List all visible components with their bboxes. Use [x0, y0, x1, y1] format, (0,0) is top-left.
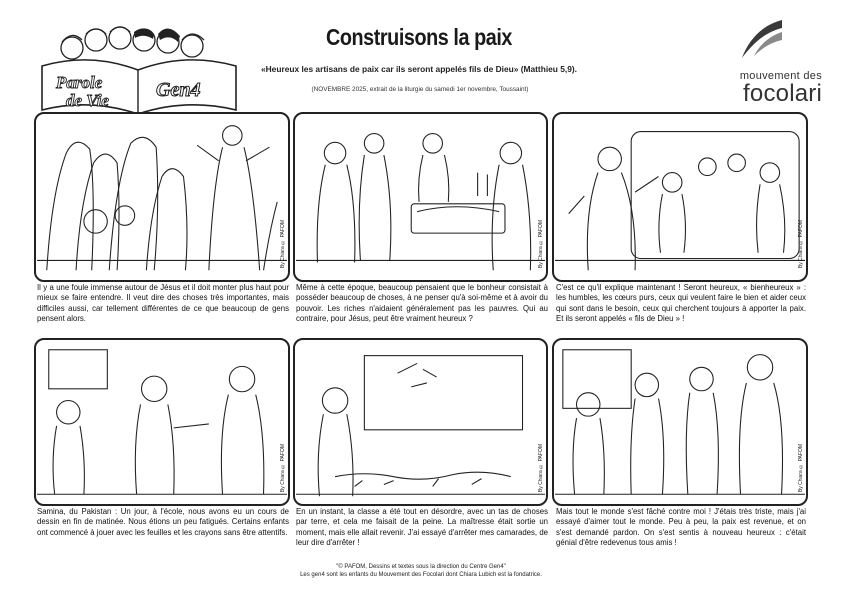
panel-5-illustration: [295, 340, 546, 504]
svg-text:de Vie: de Vie: [66, 91, 109, 110]
bible-verse: «Heureux les artisans de paix car ils seront appelés fils de Dieu» (Matthieu 5,9).: [260, 64, 578, 74]
panel-4-caption: Samina, du Pakistan : Un jour, à l'école, nous avons eu un cours de dessin en fin de matinée. Nous étions un peu fatigués. Certains enfants ont commencé à jouer avec les feuilles et les crayons sans être attentifs.: [37, 507, 289, 537]
comic-panel-6: [552, 338, 808, 506]
panel-2-caption: Même à cette époque, beaucoup pensaient que le bonheur consistait à posséder beaucoup de choses, à ne penser qu'à soi-même et à avoir du pouvoir. Les riches n'aidaient généralement pas les pauvres. Qui au contraire, pour Jésus, peut être vraiment heureux ?: [296, 283, 548, 324]
comic-panel-4: [34, 338, 290, 506]
comic-panel-2: [293, 112, 548, 282]
dateline: (NOVEMBRE 2025, extrait de la liturgie du samedi 1er novembre, Toussaint): [311, 86, 529, 93]
panel-1-caption: Il y a une foule immense autour de Jésus et il doit monter plus haut pour mieux se faire entendre. Il veut dire des choses très importantes, mais difficiles aussi, car tellement différentes de ce que beaucoup de gens pensent alors.: [37, 283, 289, 324]
brand-name-line1: mouvement des: [739, 70, 822, 82]
svg-text:Gen4: Gen4: [156, 79, 201, 101]
panel-credit: By Chiara © PAFOM: [538, 443, 544, 492]
comic-panel-1: [34, 112, 290, 282]
panel-credit: By Chiara © PAFOM: [538, 219, 544, 268]
panel-credit: By Chiara © PAFOM: [280, 443, 286, 492]
page-title: Construisons la paix: [326, 24, 512, 50]
panel-credit: By Chiara © PAFOM: [798, 219, 804, 268]
focolari-swoosh-logo: [736, 18, 786, 64]
panel-3-illustration: [554, 114, 806, 280]
panel-credit: By Chiara © PAFOM: [798, 443, 804, 492]
brand-name-line2: focolari: [743, 80, 822, 107]
panel-1-illustration: [36, 114, 288, 280]
panel-credit: By Chiara © PAFOM: [280, 219, 286, 268]
comic-panel-3: [552, 112, 808, 282]
panel-2-illustration: [295, 114, 546, 280]
footer-copyright: "© PAFOM, Dessins et textes sous la direction du Centre Gen4": [336, 564, 506, 570]
panel-6-caption: Mais tout le monde s'est fâché contre moi ! J'étais très triste, mais j'ai essayé d'aimer tout le monde. Peu à peu, la paix est revenue, et on s'est demandé pardon. On s'est sentis à nouveau heureux : c'était génial d'être redevenus tous amis !: [556, 507, 806, 548]
panel-3-caption: C'est ce qu'il explique maintenant ! Seront heureux, « bienheureux » : les humbles, les cœurs purs, ceux qui veulent faire le bien et aider ceux qui sont dans le besoin, ceux qui cherchent toujours à apporter la paix. Et ils seront appelés « fils de Dieu » !: [556, 283, 806, 324]
parole-de-vie-gen4-logo: [34, 22, 244, 118]
panel-4-illustration: [36, 340, 288, 504]
footer-note: Les gen4 sont les enfants du Mouvement des Focolari dont Chiara Lubich est la fondatrice.: [300, 572, 542, 578]
panel-6-illustration: [554, 340, 806, 504]
svg-text:Parole: Parole: [56, 73, 103, 92]
panel-5-caption: En un instant, la classe a été tout en désordre, avec un tas de choses par terre, et cela me faisait de la peine. La maîtresse était sortie un moment, mais elle allait revenir. J'ai essayé d'arrêter mes camarades, de leur dire d'arrêter !: [296, 507, 548, 548]
comic-panel-5: [293, 338, 548, 506]
